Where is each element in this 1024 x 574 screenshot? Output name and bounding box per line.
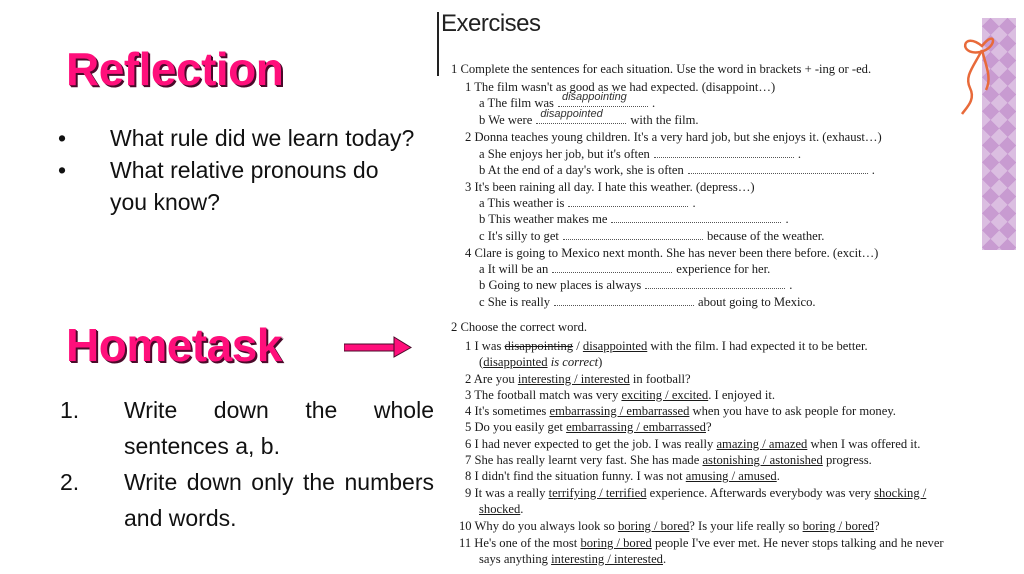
answer-blank bbox=[568, 196, 688, 207]
list-item: 2 Are you interesting / interested in football? bbox=[465, 372, 691, 386]
exercise-1-instruction: 1 Complete the sentences for each situation. Use the word in brackets + -ing or -ed. bbox=[451, 62, 872, 76]
list-item: 5 Do you easily get embarrassing / embarrassed? bbox=[465, 420, 712, 434]
list-item: c It's silly to get because of the weather. bbox=[479, 229, 825, 243]
list-item: b Going to new places is always . bbox=[479, 278, 793, 292]
hometask-heading: Hometask bbox=[66, 319, 282, 371]
list-item: 8 I didn't find the situation funny. I was not amusing / amused. bbox=[465, 469, 780, 483]
answer-blank bbox=[552, 262, 672, 273]
list-item: 10 Why do you always look so boring / bored? Is your life really so boring / bored? bbox=[459, 519, 880, 533]
bow-icon bbox=[956, 26, 996, 116]
item-text: Write down the whole sentences a, b. bbox=[124, 397, 434, 459]
list-item: 6 I had never expected to get the job. I was really amazing / amazed when I was offered it. bbox=[465, 437, 921, 451]
list-item: 9 It was a really terrifying / terrified experience. Afterwards everybody was very shocking / bbox=[465, 486, 927, 500]
answer-blank bbox=[654, 147, 794, 158]
list-item: 1 The film wasn't as good as we had expected. (disappoint…) bbox=[465, 80, 776, 94]
question-text: What rule did we learn today? bbox=[110, 125, 415, 151]
item-text: Write down only the numbers and words. bbox=[124, 469, 434, 531]
bullet-dot: • bbox=[58, 125, 67, 151]
list-item: says anything interesting / interested. bbox=[479, 552, 667, 566]
answer-blank bbox=[554, 295, 694, 306]
list-item: c She is really about going to Mexico. bbox=[479, 295, 816, 309]
handwritten-answer: disappointed bbox=[540, 108, 603, 120]
left-panel bbox=[0, 0, 440, 574]
answer-blank bbox=[611, 212, 781, 223]
list-item: 1 I was disappointing / disappointed with the film. I had expected it to be better. bbox=[465, 339, 868, 353]
list-item: a It will be an experience for her. bbox=[479, 262, 771, 276]
list-item bbox=[58, 154, 418, 218]
divider bbox=[437, 12, 439, 76]
list-item: a The film was disappointing . bbox=[479, 91, 656, 110]
list-item: 4 It's sometimes embarrassing / embarrassed when you have to ask people for money. bbox=[465, 404, 896, 418]
answer-blank bbox=[558, 91, 648, 107]
list-item: b We were disappointed with the film. bbox=[479, 108, 699, 127]
list-item: 7 She has really learnt very fast. She has made astonishing / astonished progress. bbox=[465, 453, 872, 467]
hometask-list bbox=[60, 392, 434, 536]
list-item: 2 Donna teaches young children. It's a very hard job, but she enjoys it. (exhaust…) bbox=[465, 130, 882, 144]
bullet-dot: • bbox=[58, 157, 67, 183]
handwritten-answer: disappointing bbox=[561, 91, 627, 103]
exercise-sheet bbox=[437, 6, 1022, 572]
reflection-heading: Reflection bbox=[66, 43, 284, 95]
exercise-title: Exercises bbox=[441, 10, 541, 37]
list-item: (disappointed is correct) bbox=[479, 355, 603, 369]
list-item: 3 The football match was very exciting / excited. I enjoyed it. bbox=[465, 388, 775, 402]
list-item bbox=[60, 392, 434, 464]
answer-blank bbox=[536, 108, 626, 124]
item-number: 2. bbox=[60, 469, 80, 495]
list-item: 4 Clare is going to Mexico next month. She has never been there before. (excit…) bbox=[465, 246, 879, 260]
list-item bbox=[60, 464, 434, 536]
question-text: What relative pronouns do you know? bbox=[110, 157, 379, 215]
list-item: a She enjoys her job, but it's often . bbox=[479, 147, 802, 161]
list-item: a This weather is . bbox=[479, 196, 696, 210]
arrow-right-icon bbox=[344, 336, 412, 358]
answer-blank bbox=[688, 163, 868, 174]
list-item: b This weather makes me . bbox=[479, 212, 789, 226]
list-item: 11 He's one of the most boring / bored people I've ever met. He never stops talking and he never bbox=[459, 536, 944, 550]
exercise-2-instruction: 2 Choose the correct word. bbox=[451, 320, 588, 334]
answer-blank bbox=[563, 229, 703, 240]
list-item: shocked. bbox=[479, 502, 524, 516]
answer-blank bbox=[645, 278, 785, 289]
list-item bbox=[58, 122, 418, 154]
item-number: 1. bbox=[60, 397, 80, 423]
list-item: 3 It's been raining all day. I hate this weather. (depress…) bbox=[465, 180, 755, 194]
list-item: b At the end of a day's work, she is often . bbox=[479, 163, 875, 177]
reflection-questions bbox=[58, 122, 418, 218]
